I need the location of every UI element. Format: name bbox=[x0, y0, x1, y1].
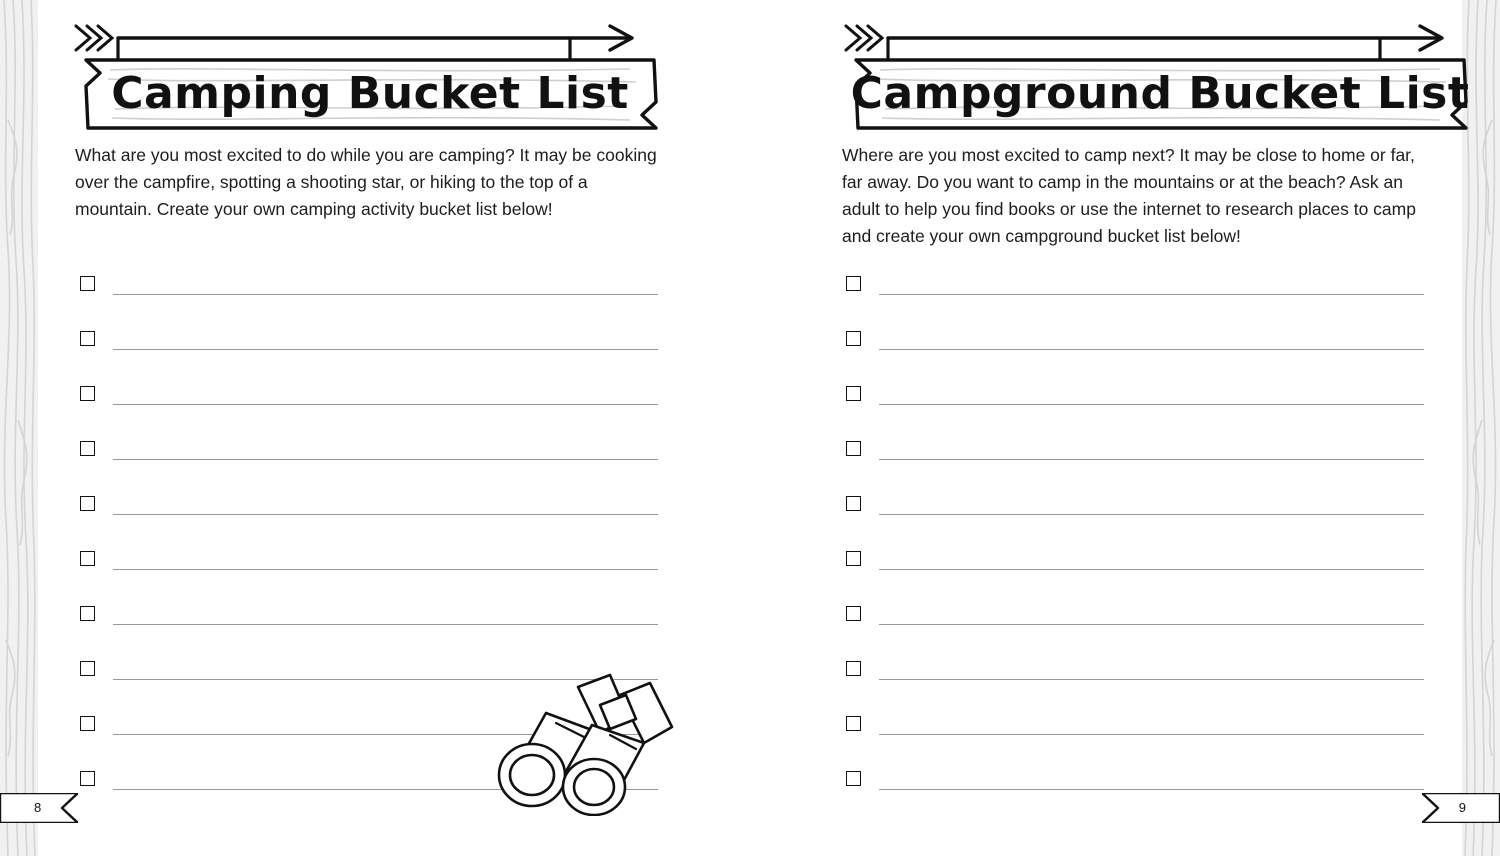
checkbox-icon[interactable] bbox=[846, 661, 861, 676]
checklist-item[interactable] bbox=[846, 405, 1424, 460]
left-page-intro-text: What are you most excited to do while you are camping? It may be cooking over the campfire, spotting a shooting star, or hiking to the top of a mountain. Create your own camping activity bucket list below! bbox=[75, 145, 657, 219]
write-in-line[interactable] bbox=[879, 403, 1424, 405]
write-in-line[interactable] bbox=[879, 513, 1424, 515]
checkbox-icon[interactable] bbox=[80, 606, 95, 621]
checklist-item[interactable] bbox=[846, 460, 1424, 515]
right-page-intro-text: Where are you most excited to camp next? It may be close to home or far, far away. Do you want to camp in the mountains or at the beach? Ask an adult to help you find books or use the internet to research places to camp and create your own campground bucket list below! bbox=[842, 145, 1416, 246]
checklist-item[interactable] bbox=[80, 570, 658, 625]
write-in-line[interactable] bbox=[879, 623, 1424, 625]
write-in-line[interactable] bbox=[879, 733, 1424, 735]
checkbox-icon[interactable] bbox=[846, 276, 861, 291]
checkbox-icon[interactable] bbox=[80, 331, 95, 346]
right-page-number-tab bbox=[1422, 793, 1500, 823]
write-in-line[interactable] bbox=[113, 348, 658, 350]
checkbox-icon[interactable] bbox=[846, 551, 861, 566]
checkbox-icon[interactable] bbox=[80, 716, 95, 731]
write-in-line[interactable] bbox=[879, 678, 1424, 680]
write-in-line[interactable] bbox=[113, 513, 658, 515]
checklist-item[interactable] bbox=[80, 460, 658, 515]
checkbox-icon[interactable] bbox=[80, 441, 95, 456]
checkbox-icon[interactable] bbox=[846, 386, 861, 401]
checkbox-icon[interactable] bbox=[80, 386, 95, 401]
checklist-item[interactable] bbox=[80, 295, 658, 350]
checkbox-icon[interactable] bbox=[80, 551, 95, 566]
checkbox-icon[interactable] bbox=[846, 331, 861, 346]
write-in-line[interactable] bbox=[879, 788, 1424, 790]
write-in-line[interactable] bbox=[113, 623, 658, 625]
write-in-line[interactable] bbox=[879, 293, 1424, 295]
write-in-line[interactable] bbox=[879, 568, 1424, 570]
checklist-item[interactable] bbox=[846, 350, 1424, 405]
left-page-title: Camping Bucket List bbox=[111, 68, 629, 119]
checklist-item[interactable] bbox=[846, 240, 1424, 295]
checkbox-icon[interactable] bbox=[846, 771, 861, 786]
left-page-number: 8 bbox=[34, 800, 42, 815]
checklist-item[interactable] bbox=[846, 570, 1424, 625]
checkbox-icon[interactable] bbox=[80, 771, 95, 786]
checkbox-icon[interactable] bbox=[80, 276, 95, 291]
right-page-title: Campground Bucket List bbox=[850, 68, 1470, 119]
checkbox-icon[interactable] bbox=[846, 716, 861, 731]
checklist-item[interactable] bbox=[846, 295, 1424, 350]
right-page-number: 9 bbox=[1458, 800, 1466, 815]
checkbox-icon[interactable] bbox=[80, 496, 95, 511]
right-page bbox=[750, 0, 1500, 856]
checklist-item[interactable] bbox=[846, 625, 1424, 680]
write-in-line[interactable] bbox=[113, 458, 658, 460]
checklist-item[interactable] bbox=[846, 515, 1424, 570]
write-in-line[interactable] bbox=[879, 458, 1424, 460]
write-in-line[interactable] bbox=[879, 348, 1424, 350]
checklist-item[interactable] bbox=[80, 515, 658, 570]
checklist-item[interactable] bbox=[80, 405, 658, 460]
right-page-checklist bbox=[846, 240, 1424, 790]
write-in-line[interactable] bbox=[113, 293, 658, 295]
checkbox-icon[interactable] bbox=[846, 441, 861, 456]
write-in-line[interactable] bbox=[113, 568, 658, 570]
checklist-item[interactable] bbox=[80, 350, 658, 405]
checklist-item[interactable] bbox=[80, 240, 658, 295]
left-page-number-tab bbox=[0, 793, 78, 823]
checkbox-icon[interactable] bbox=[80, 661, 95, 676]
right-page-header-banner bbox=[840, 16, 1480, 136]
checklist-item[interactable] bbox=[846, 680, 1424, 735]
left-page-header-banner bbox=[70, 16, 670, 136]
checkbox-icon[interactable] bbox=[846, 606, 861, 621]
checkbox-icon[interactable] bbox=[846, 496, 861, 511]
checklist-item[interactable] bbox=[846, 735, 1424, 790]
write-in-line[interactable] bbox=[113, 403, 658, 405]
binoculars-icon bbox=[460, 671, 700, 816]
